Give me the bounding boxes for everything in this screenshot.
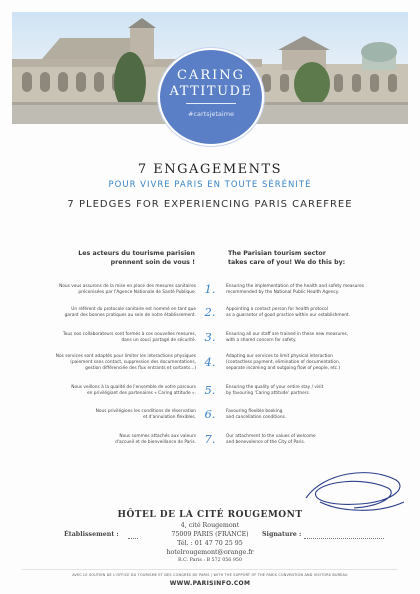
column-heading-en <box>228 249 388 267</box>
pledge-number: 2. <box>204 305 216 319</box>
pledge-number: 3. <box>204 330 216 344</box>
pledge-text-en-line: Adapting our services to limit physical interaction <box>226 354 333 359</box>
footer-divider <box>22 569 398 570</box>
pledge-text-en <box>226 307 386 319</box>
pledge-text-en-line: Ensuring the quality of your entire stay / visit <box>226 385 324 390</box>
pledge-text-fr-line: gestion différenciée des flux entrants et sortants...) <box>85 366 196 371</box>
pledge-text-fr-line: Nous veillons à la qualité de l'ensemble de votre parcours <box>71 385 196 390</box>
pledge-text-fr <box>38 434 196 446</box>
pledge-text-fr-line: garant des bonnes pratiques au sein de notre établissement. <box>64 313 196 318</box>
pledge-text-en-line: Ensuring the implementation of the health and safety measures <box>226 284 364 289</box>
column-heading-fr-line-1: Les acteurs du tourisme parisien <box>78 250 195 257</box>
pledge-text-fr-line: Un référent du protocole sanitaire est nommé en tant que <box>71 307 196 312</box>
pledge-text-en-line: Appointing a contact person for health protocol <box>226 307 328 312</box>
pledge-text-fr-line: dans un souci partagé de sécurité. <box>121 338 196 343</box>
pledge-text-fr-line: Nous vous assurons de la mise en place des mesures sanitaires <box>59 284 196 289</box>
pledge-text-fr <box>38 332 196 344</box>
pledge-number: 5. <box>204 383 216 397</box>
pledge-text-fr-line: Tous nos collaborateurs sont formés à ces nouvelles mesures, <box>62 332 196 337</box>
pledge-text-en-line: and benevolence of the City of Paris. <box>226 440 306 445</box>
headline-title: 7 ENGAGEMENTS <box>137 162 283 177</box>
pledge-text-en-line: Favouring flexible booking <box>226 409 283 414</box>
pledge-text-en-line: with a shared concern for safety. <box>226 338 297 343</box>
pledge-text-en-line: separate incoming and outgoing flow of people, etc.) <box>226 366 341 371</box>
pledge-text-en-line: (contactless payment, elimination of documentation, <box>226 360 341 365</box>
caring-attitude-badge <box>158 48 264 146</box>
signature-line <box>304 538 384 539</box>
hotel-rc-number: R.C. Paris : B 572 056 950 <box>177 558 243 563</box>
pledge-text-fr <box>38 409 196 421</box>
pledge-text-fr-line: Nous privilégions les conditions de réservation <box>95 409 196 414</box>
signature-label: Signature : <box>262 531 302 538</box>
pledge-text-en-line: and cancellation conditions. <box>226 415 287 420</box>
pledge-text-fr-line: d'accueil et de bienveillance de Paris. <box>115 440 196 445</box>
pledge-text-en <box>226 385 386 397</box>
hotel-city: 75009 PARIS (FRANCE) <box>171 531 249 538</box>
column-heading-fr-line-2: prennent soin de vous ! <box>110 259 195 266</box>
pledge-text-en-line: by favouring 'Caring attitude' partners. <box>226 391 311 396</box>
pledge-text-en-line: as a guarantor of good practice within our establishment. <box>226 313 350 318</box>
badge-title-line-1: CARING <box>176 68 246 83</box>
badge-divider <box>186 103 236 104</box>
pledge-text-fr <box>38 354 196 372</box>
pledge-text-en <box>226 332 386 344</box>
pledge-text-fr-line: (paiement sans contact, suppression des documentations, <box>70 360 196 365</box>
pledge-text-fr <box>38 385 196 397</box>
pledge-text-en <box>226 284 386 296</box>
pledge-text-fr <box>38 284 196 296</box>
pledge-number: 6. <box>204 407 216 421</box>
headline-subtitle-fr: POUR VIVRE PARIS EN TOUTE SÉRÉNITÉ <box>108 180 312 190</box>
pledge-text-fr-line: et d'annulation flexibles. <box>142 415 196 420</box>
headline-subtitle-en: 7 PLEDGES FOR EXPERIENCING PARIS CAREFREE <box>67 199 353 210</box>
pledge-text-en <box>226 409 386 421</box>
pledge-number: 7. <box>204 432 216 446</box>
pledge-text-en-line: Our attachment to the values of welcome <box>226 434 316 439</box>
pledge-text-en <box>226 354 386 372</box>
pledge-text-fr-line: en privilégiant des partenaires « Caring attitude ». <box>87 391 196 396</box>
pledge-number: 4. <box>204 355 216 369</box>
pledge-text-fr-line: Nos services sont adaptés pour limiter les interactions physiques <box>55 354 196 359</box>
column-heading-en-line-2: takes care of you! We do this by: <box>228 259 346 266</box>
pledge-text-en-line: Ensuring all our staff are trained in these new measures, <box>226 332 349 337</box>
hotel-email: hotelrougemont@orange.fr <box>166 549 254 556</box>
pledge-text-en <box>226 434 386 446</box>
footer-support-text: AVEC LE SOUTIEN DE L'OFFICE DU TOURISME ET DES CONGRÈS DE PARIS | WITH THE SUPPORT OF THE PARIS CONVENTION AND VISITORS BUREAU <box>72 573 348 577</box>
establishment-line <box>128 538 138 539</box>
establishment-label: Établissement : <box>64 531 119 538</box>
pledge-number: 1. <box>204 282 216 296</box>
badge-hashtag: #cartsjetaime <box>187 110 235 118</box>
column-heading-en-line-1: The Parisian tourism sector <box>228 250 326 257</box>
column-heading-fr <box>35 249 195 267</box>
pledge-text-fr-line: Nous sommes attachés aux valeurs <box>119 434 196 439</box>
website-link[interactable]: WWW.PARISINFO.COM <box>169 580 251 587</box>
pledge-text-fr <box>38 307 196 319</box>
hotel-phone: Tél. : 01 47 70 25 95 <box>177 540 243 547</box>
pledge-text-fr-line: préconisées par l'Agence Nationale de Santé Publique. <box>78 290 196 295</box>
hotel-street: 4, cité Rougemont <box>180 522 240 529</box>
hotel-name: HÔTEL DE LA CITÉ ROUGEMONT <box>117 510 303 520</box>
pledge-text-en-line: recommended by the National Public Health Agency. <box>226 290 340 295</box>
badge-title-line-2: ATTITUDE <box>169 84 253 99</box>
